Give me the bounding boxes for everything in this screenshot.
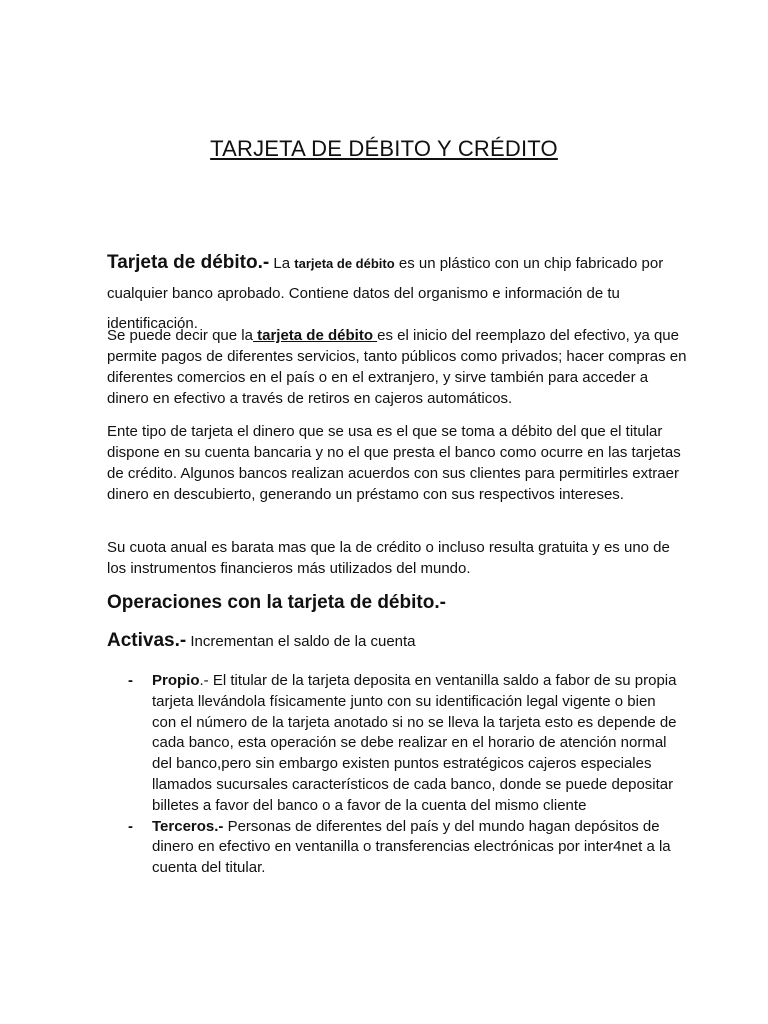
list-item <box>128 817 683 879</box>
page-title: TARJETA DE DÉBITO Y CRÉDITO <box>210 136 558 161</box>
paragraph-3: Su cuota anual es barata mas que la de crédito o incluso resulta gratuita y es uno de los instrumentos financieros más utilizados del mundo. <box>107 539 670 577</box>
paragraph-2: Ente tipo de tarjeta el dinero que se usa es el que se toma a débito del que el titular dispone en su cuenta bancaria y no el que presta el banco como ocurre en las tarjetas de crédito. Algunos bancos realizan acuerdos con sus clientes para permitirles extraer dinero en descubierto, generando un préstamo con sus respectivos intereses. <box>107 423 681 503</box>
intro-heading: Tarjeta de débito.- <box>107 252 270 273</box>
activas-line <box>107 630 416 652</box>
paragraph-1 <box>107 325 687 409</box>
list-item <box>128 671 683 817</box>
list-bullet: - <box>128 672 133 689</box>
list-item-term: Terceros.- <box>152 817 224 835</box>
list-item-text: .- El titular de la tarjeta deposita en ventanilla saldo a fabor de su propia tarjeta llevándola físicamente junto con su identificación legal vigente o bien con el número de la tarjeta anotado si no se lleva la tarjeta esto es depende de cada banco, esta operación se debe realizar en el horario de atención normal del banco,pero sin embargo existen puntos estratégicos cajeros especiales llamados sucursales característicos de cada banco, donde se puede depositar billetes a favor del banco o a favor de la cuenta del mismo cliente <box>152 672 677 814</box>
intro-text-a: La <box>269 255 295 272</box>
list-item-term: Propio <box>152 672 200 689</box>
list-item-text: Personas de diferentes del país y del mundo hagan depósitos de dinero en efectivo en ventanilla o transferencias electrónicas por inter4net a la cuenta del titular. <box>152 817 671 877</box>
intro-text-b: es un plástico con un chip fabricado por cualquier banco aprobado. Contiene datos del organismo e información de tu identificación. <box>107 255 664 332</box>
activas-text: Incrementan el saldo de la cuenta <box>186 633 416 650</box>
section-heading: Operaciones con la tarjeta de débito.- <box>107 592 446 613</box>
list-bullet: - <box>128 817 133 835</box>
paragraph-1-text-b: es el inicio del reemplazo del efectivo, ya que permite pagos de diferentes servicios, tanto públicos como privados; hacer compras en diferentes comercios en el país o en el extranjero, y sirve también para acceder a dinero en efectivo a través de retiros en cajeros automáticos. <box>107 327 687 407</box>
paragraph-1-keyword: tarjeta de débito <box>252 327 378 344</box>
intro-keyword: tarjeta de débito <box>294 256 395 271</box>
paragraph-1-text-a: Se puede decir que la <box>107 327 253 344</box>
operations-list <box>128 671 683 879</box>
activas-heading: Activas.- <box>107 630 187 651</box>
